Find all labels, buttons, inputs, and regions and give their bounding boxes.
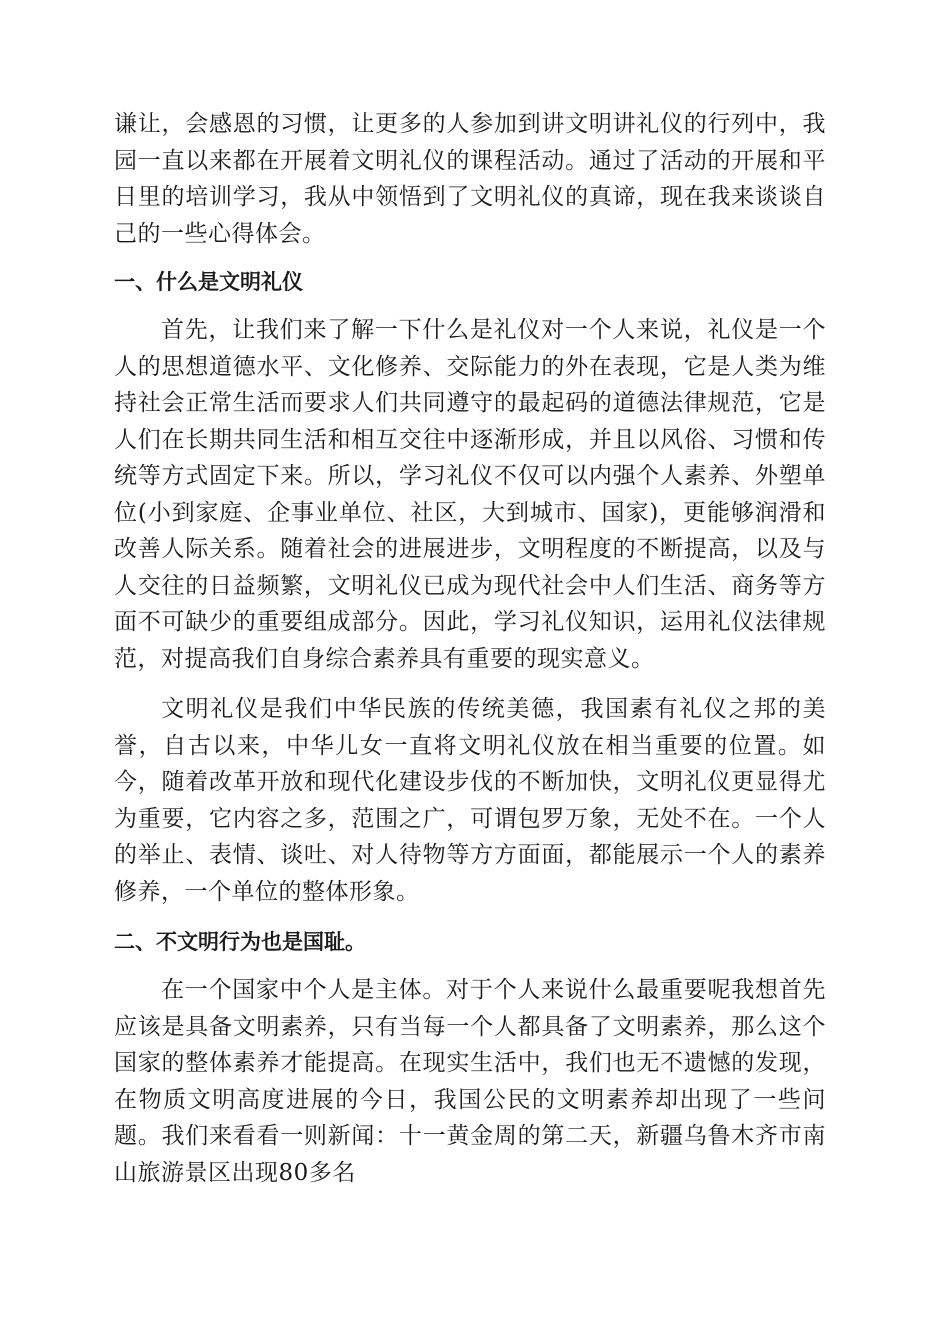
section-heading-1: 一、什么是文明礼仪 [114,270,303,294]
intro-paragraph: 谦让，会感恩的习惯，让更多的人参加到讲文明讲礼仪的行列中，我园一直以来都在开展着文明礼仪的课程活动。通过了活动的开展和平日里的培训学习，我从中领悟到了文明礼仪的真谛，现在我来谈谈自己的一些心得体会。 [114,111,826,247]
body-paragraph: 在一个国家中个人是主体。对于个人来说什么最重要呢我想首先应该是具备文明素养，只有当每一个人都具备了文明素养，那么这个国家的整体素养才能提高。在现实生活中，我们也无不遗憾的发现，在物质文明高度进展的今日，我国公民的文明素养却出现了一些问题。我们来看看一则新闻：十一黄金周的第二天，新疆乌鲁木齐市南山旅游景区出现80多名 [114,977,826,1186]
section-heading-2: 二、不文明行为也是国耻。 [114,930,366,954]
body-paragraph: 首先，让我们来了解一下什么是礼仪对一个人来说，礼仪是一个人的思想道德水平、文化修养、交际能力的外在表现，它是人类为维持社会正常生活而要求人们共同遵守的最起码的道德法律规范，它是人们在长期共同生活和相互交往中逐渐形成，并且以风俗、习惯和传统等方式固定下来。所以，学习礼仪不仅可以内强个人素养、外塑单位(小到家庭、企事业单位、社区，大到城市、国家)，更能够润滑和改善人际关系。随着社会的进展进步，文明程度的不断提高，以及与人交往的日益频繁，文明礼仪已成为现代社会中人们生活、商务等方面不可缺少的重要组成部分。因此，学习礼仪知识，运用礼仪法律规范，对提高我们自身综合素养具有重要的现实意义。 [114,317,826,672]
body-paragraph: 文明礼仪是我们中华民族的传统美德，我国素有礼仪之邦的美誉，自古以来，中华儿女一直将文明礼仪放在相当重要的位置。如今，随着改革开放和现代化建设步伐的不断加快，文明礼仪更显得尤为重要，它内容之多，范围之广，可谓包罗万象，无处不在。一个人的举止、表情、谈吐、对人待物等方方面面，都能展示一个人的素养修养，一个单位的整体形象。 [114,696,826,905]
